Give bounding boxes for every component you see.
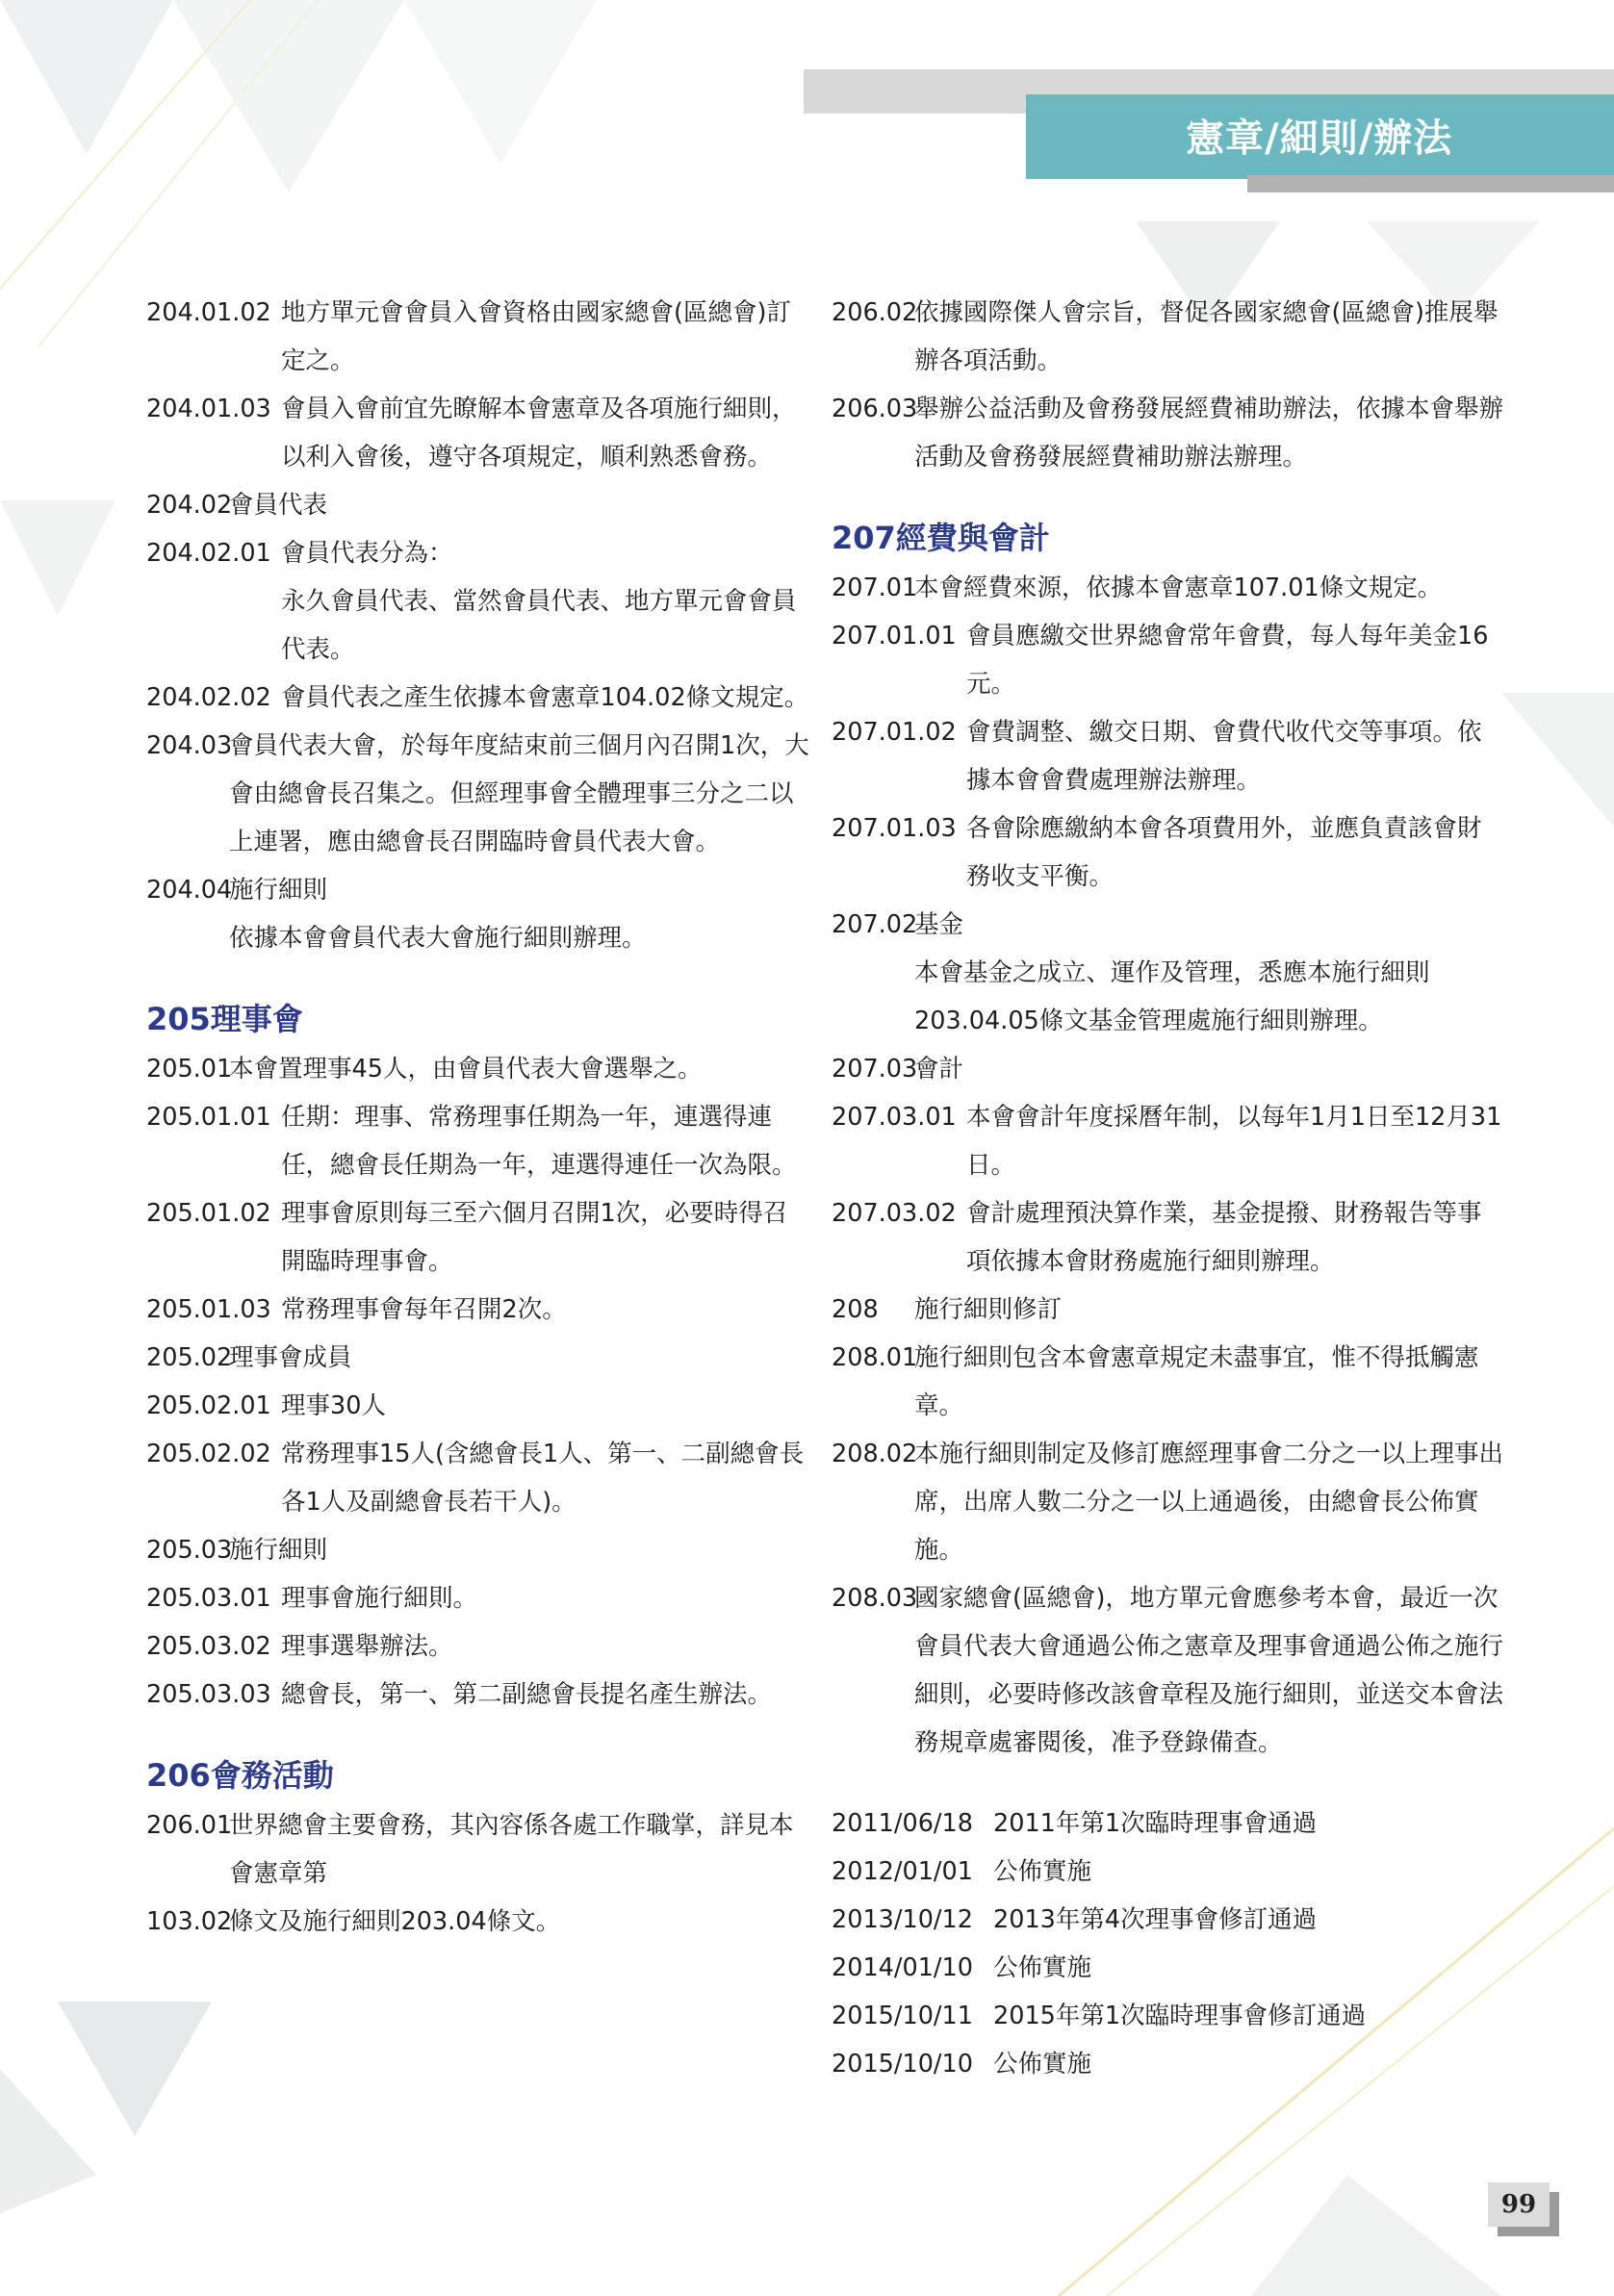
history-row <box>832 1848 1505 1896</box>
clause-number <box>146 914 229 962</box>
history-date: 2013/10/12 <box>832 1905 973 1934</box>
clause <box>832 901 1505 949</box>
history-event: 公佈實施 <box>993 1857 1092 1886</box>
clause <box>832 949 1505 1045</box>
clause-number: 207.02 <box>832 910 918 939</box>
clause-text: 會計處理預決算作業，基金提撥、財務報告等事項依據本會財務處施行細則辦理。 <box>966 1199 1482 1276</box>
history-event: 2011年第1次臨時理事會通過 <box>993 1809 1318 1838</box>
clause <box>146 1286 810 1334</box>
clause-number: 205.02 <box>146 1343 233 1372</box>
clause <box>146 1382 810 1430</box>
history-date: 2011/06/18 <box>832 1809 973 1838</box>
clause <box>146 1526 810 1574</box>
history-date: 2012/01/01 <box>832 1857 973 1886</box>
clause-number: 205.01 <box>146 1055 233 1084</box>
clause-number: 205.02.02 <box>146 1440 271 1468</box>
clause-text: 會員代表之產生依據本會憲章104.02條文規定。 <box>281 683 809 712</box>
clause-text: 理事會成員 <box>229 1343 352 1372</box>
clause <box>832 1189 1505 1286</box>
clause <box>146 481 810 529</box>
clause-text: 各會除應繳納本會各項費用外，並應負責該會財務收支平衡。 <box>966 814 1482 891</box>
clause <box>146 1671 810 1719</box>
clause <box>146 289 810 385</box>
section-heading-207: 207經費與會計 <box>832 520 1050 556</box>
clause-number: 204.01.03 <box>146 395 271 423</box>
clause-text: 會員入會前宜先瞭解本會憲章及各項施行細則，以利入會後，遵守各項規定，順利熟悉會務。 <box>281 395 797 472</box>
section-heading-205: 205理事會 <box>146 1001 303 1037</box>
clause-number: 205.01.01 <box>146 1103 271 1132</box>
history-row <box>832 1944 1505 1992</box>
clause-number: 208.03 <box>832 1584 918 1613</box>
history-date: 2015/10/10 <box>832 2050 973 2079</box>
clause-number: 207.01.03 <box>832 814 957 843</box>
clause <box>146 577 810 674</box>
clause-text: 會費調整、繳交日期、會費代收代交等事項。依據本會會費處理辦法辦理。 <box>966 718 1482 795</box>
history-event: 2015年第1次臨時理事會修訂通過 <box>993 2002 1367 2030</box>
clause <box>832 612 1505 708</box>
clause-text: 本會基金之成立、運作及管理，悉應本施行細則203.04.05條文基金管理處施行細則辦理。 <box>914 958 1430 1035</box>
history-event: 2013年第4次理事會修訂通過 <box>993 1905 1318 1934</box>
clause-text: 施行細則 <box>229 1536 328 1565</box>
history-date: 2014/01/10 <box>832 1953 973 1982</box>
history-row <box>832 1896 1505 1944</box>
clause-text: 基金 <box>914 910 964 939</box>
clause-text: 世界總會主要會務，其內容係各處工作職掌，詳見本會憲章第 <box>229 1811 794 1888</box>
clause-number: 207.03.02 <box>832 1199 957 1228</box>
clause <box>832 1334 1505 1430</box>
clause <box>832 385 1505 481</box>
clause <box>832 1045 1505 1093</box>
left-column <box>146 289 810 1946</box>
clause-text: 會員代表分為： <box>281 539 453 568</box>
clause <box>146 1430 810 1526</box>
clause-text: 地方單元會會員入會資格由國家總會(區總會)訂定之。 <box>281 298 791 375</box>
clause <box>146 1898 810 1946</box>
clause-number: 204.04 <box>146 876 233 905</box>
clause-text: 本會經費來源，依據本會憲章107.01條文規定。 <box>914 574 1443 602</box>
page-number: 99 <box>1488 2182 1550 2227</box>
clause-text: 理事30人 <box>281 1391 386 1420</box>
clause <box>832 1286 1505 1334</box>
clause-text: 本會置理事45人，由會員代表大會選舉之。 <box>229 1055 703 1084</box>
clause-number: 205.03.02 <box>146 1632 271 1661</box>
clause-text: 理事選舉辦法。 <box>281 1632 453 1661</box>
clause-text: 會員代表 <box>229 491 328 520</box>
clause-number: 205.03.01 <box>146 1584 271 1613</box>
clause-text: 永久會員代表、當然會員代表、地方單元會會員代表。 <box>281 587 797 664</box>
clause-number: 205.03 <box>146 1536 233 1565</box>
clause-text: 理事會施行細則。 <box>281 1584 478 1613</box>
clause <box>146 674 810 722</box>
clause <box>146 1189 810 1286</box>
clause-text: 國家總會(區總會)，地方單元會應參考本會，最近一次會員代表大會通過公佈之憲章及理事會通過公佈之施行細則，必要時修改該會章程及施行細則，並送交本會法務規章處審閱後，准予登錄備查。 <box>914 1584 1504 1757</box>
history-row <box>832 1992 1505 2040</box>
history-date: 2015/10/11 <box>832 2002 973 2030</box>
clause-number: 207.01 <box>832 574 918 602</box>
clause-number: 204.01.02 <box>146 298 271 327</box>
clause-text: 任期：理事、常務理事任期為一年，連選得連任，總會長任期為一年，連選得連任一次為限。 <box>281 1103 797 1180</box>
clause-text: 會員代表大會，於每年度結束前三個月內召開1次，大會由總會長召集之。但經理事會全體理事三分之二以上連署，應由總會長召開臨時會員代表大會。 <box>229 731 809 856</box>
clause <box>146 529 810 577</box>
clause-number: 205.01.02 <box>146 1199 271 1228</box>
clause-number: 204.02 <box>146 491 233 520</box>
clause <box>146 1093 810 1189</box>
clause <box>832 1574 1505 1767</box>
clause <box>832 289 1505 385</box>
clause-number: 204.03 <box>146 731 233 760</box>
clause <box>146 914 810 962</box>
clause-number: 208.02 <box>832 1440 918 1468</box>
clause-number: 204.02.02 <box>146 683 271 712</box>
clause-text: 施行細則包含本會憲章規定未盡事宜，惟不得抵觸憲章。 <box>914 1343 1479 1420</box>
clause-number <box>146 577 281 674</box>
clause-text: 理事會原則每三至六個月召開1次，必要時得召開臨時理事會。 <box>281 1199 788 1276</box>
clause-text: 依據本會會員代表大會施行細則辦理。 <box>229 924 647 953</box>
clause-text: 舉辦公益活動及會務發展經費補助辦法，依據本會舉辦活動及會務發展經費補助辦法辦理。 <box>914 395 1504 472</box>
section-heading-206: 206會務活動 <box>146 1757 334 1794</box>
clause <box>146 1622 810 1671</box>
clause-text: 條文及施行細則203.04條文。 <box>229 1907 561 1936</box>
clause-number: 205.03.03 <box>146 1680 271 1709</box>
clause <box>146 1801 810 1898</box>
clause <box>832 1430 1505 1574</box>
clause-text: 會計 <box>914 1055 964 1084</box>
clause-number: 204.02.01 <box>146 539 271 568</box>
clause <box>146 1334 810 1382</box>
history-event: 公佈實施 <box>993 2050 1092 2079</box>
clause-number: 207.03 <box>832 1055 918 1084</box>
spacer <box>832 1767 1505 1799</box>
clause-text: 會員應繳交世界總會常年會費，每人每年美金16元。 <box>966 622 1489 699</box>
clause <box>832 564 1505 612</box>
clause-number: 205.02.01 <box>146 1391 271 1420</box>
clause <box>146 722 810 866</box>
clause-number <box>832 949 914 1045</box>
clause <box>832 1093 1505 1189</box>
clause-text: 本會會計年度採曆年制，以每年1月1日至12月31日。 <box>966 1103 1502 1180</box>
clause-text: 本施行細則制定及修訂應經理事會二分之一以上理事出席，出席人數二分之一以上通過後，由總會長公佈實施。 <box>914 1440 1504 1565</box>
clause-text: 施行細則修訂 <box>914 1295 1063 1324</box>
clause-number: 206.03 <box>832 395 918 423</box>
clause-number: 208.01 <box>832 1343 918 1372</box>
history-row <box>832 2040 1505 2088</box>
history-event: 公佈實施 <box>993 1953 1092 1982</box>
history-row <box>832 1799 1505 1848</box>
clause <box>146 1045 810 1093</box>
clause-number: 208 <box>832 1295 879 1324</box>
clause-text: 施行細則 <box>229 876 328 905</box>
clause-text: 常務理事15人(含總會長1人、第一、二副總會長各1人及副總會長若干人)。 <box>281 1440 805 1517</box>
header-band-gray-lower <box>1247 175 1614 192</box>
clause-text: 總會長，第一、第二副總會長提名產生辦法。 <box>281 1680 773 1709</box>
page-title: 憲章/細則/辦法 <box>1186 116 1453 161</box>
clause-number: 206.01 <box>146 1811 233 1840</box>
clause-number: 207.03.01 <box>832 1103 957 1132</box>
clause-number: 206.02 <box>832 298 918 327</box>
clause-number: 103.02 <box>146 1907 233 1936</box>
clause-number: 205.01.03 <box>146 1295 271 1324</box>
clause-text: 依據國際傑人會宗旨，督促各國家總會(區總會)推展舉辦各項活動。 <box>914 298 1499 375</box>
clause-number: 207.01.01 <box>832 622 957 651</box>
clause-text: 常務理事會每年召開2次。 <box>281 1295 567 1324</box>
clause <box>146 385 810 481</box>
clause <box>146 866 810 914</box>
clause <box>146 1574 810 1622</box>
clause <box>832 804 1505 901</box>
clause-number: 207.01.02 <box>832 718 957 747</box>
clause <box>832 708 1505 804</box>
right-column <box>832 289 1505 2088</box>
